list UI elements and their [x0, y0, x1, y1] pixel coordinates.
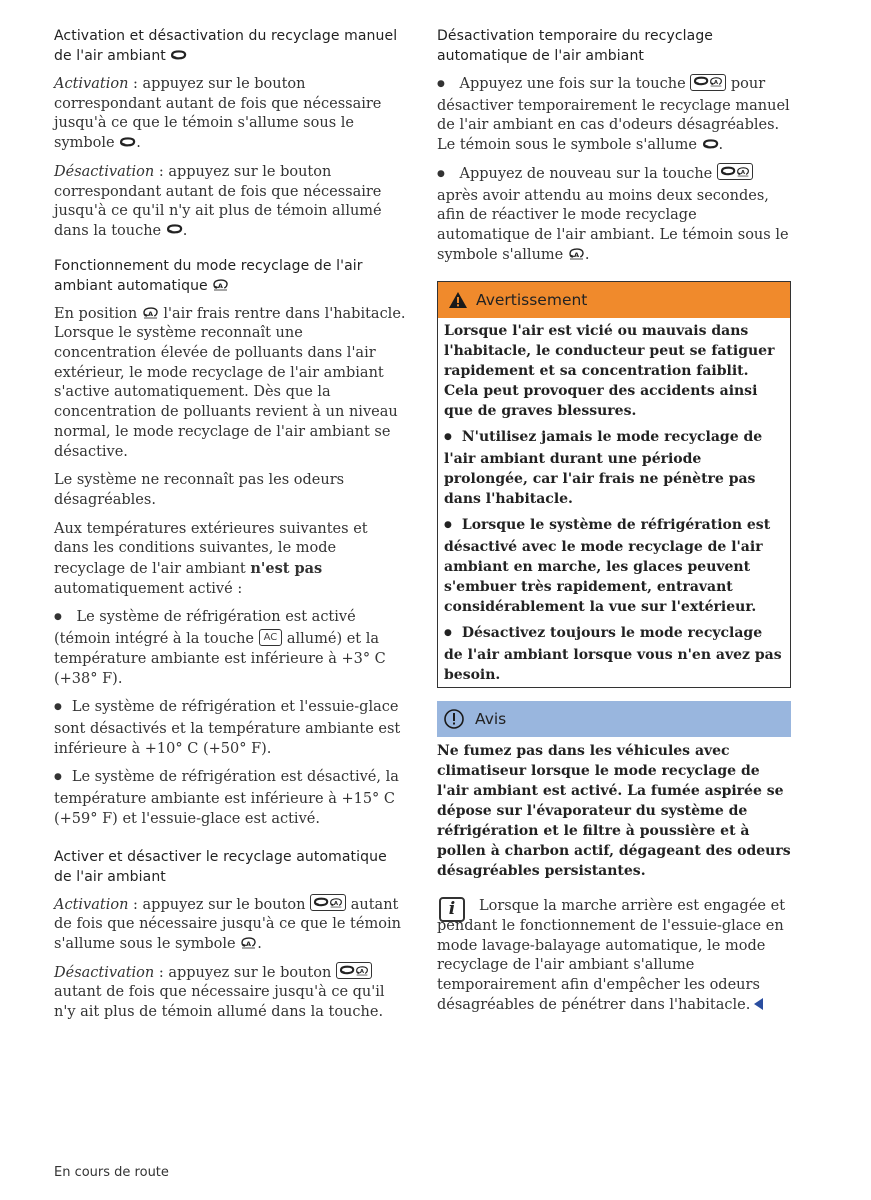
auto-recirculation-icon	[568, 247, 585, 260]
paragraph: Lorsque la marche arrière est engagée et pendant le fonctionnement de l'essuie-glace en mode lavage-balayage automatique, le mode recyclage de l'air ambiant s'allume temporairement afin d'empêcher les odeurs désagréables de pénétrer dans l'habitacle.	[437, 898, 786, 1013]
paragraph: Le système ne reconnaît pas les odeurs désagréables.	[54, 472, 345, 508]
list-item: ● Le système de réfrigération est désactivé, la température ambiante est inférieure à +15° C (+59° F) et l'essuie-glace est activé.	[54, 768, 406, 829]
list-item: ● Désactivez toujours le mode recyclage de l'air ambiant lorsque vous n'en avez pas besoin.	[444, 623, 784, 685]
auto-recirculation-icon	[240, 936, 257, 949]
notice-title: Avis	[475, 710, 507, 729]
warning-header	[438, 282, 790, 318]
paragraph: Désactivation : appuyez sur le bouton correspondant autant de fois que nécessaire jusqu'à ce qu'il n'y ait plus de témoin allumé dans la touche .	[54, 163, 382, 239]
recirculation-icon	[166, 224, 183, 235]
right-column	[437, 26, 791, 1016]
info-note	[437, 897, 791, 1015]
section-heading: Activer et désactiver le recyclage automatique de l'air ambiant	[54, 848, 387, 885]
list-item: ● Appuyez une fois sur la touche pour désactiver temporairement le recyclage manuel de l'air ambiant en cas d'odeurs désagréables. Le témoin sous le symbole s'allume .	[437, 75, 791, 156]
section-heading: Fonctionnement du mode recyclage de l'air ambiant automatique	[54, 257, 363, 294]
recirculation-button-icon	[336, 962, 372, 979]
paragraph: Activation : appuyez sur le bouton correspondant autant de fois que nécessaire jusqu'à ce que le témoin s'allume sous le symbole .	[54, 76, 382, 152]
recirculation-icon	[170, 50, 187, 61]
list-item: ● Le système de réfrigération est activé (témoin intégré à la touche AC allumé) et la température ambiante est inférieure à +3° C (+38° F).	[54, 608, 406, 689]
recirculation-button-icon	[717, 163, 753, 180]
recirculation-button-icon	[310, 894, 346, 911]
info-icon: i	[439, 897, 465, 922]
list-item: ● Le système de réfrigération et l'essuie-glace sont désactivés et la température ambiante est inférieure à +10° C (+50° F).	[54, 698, 406, 759]
notice-header	[437, 701, 791, 737]
list-item: ● N'utilisez jamais le mode recyclage de l'air ambiant durant une période prolongée, car l'air frais ne pénètre pas dans l'habitacle.	[444, 427, 784, 509]
recirculation-icon	[702, 139, 719, 150]
list-item: ● Appuyez de nouveau sur la touche après avoir attendu au moins deux secondes, afin de réactiver le mode recyclage automatique de l'air ambiant. Le témoin sous le symbole s'allume .	[437, 165, 791, 266]
left-column	[54, 26, 406, 1023]
end-marker-icon	[754, 998, 763, 1010]
notice-body	[437, 741, 791, 881]
section-heading: Désactivation temporaire du recyclage automatique de l'air ambiant	[437, 28, 714, 64]
notice-circle-icon	[443, 708, 465, 730]
warning-triangle-icon	[448, 291, 468, 309]
paragraph: En position l'air frais rentre dans l'habitacle. Lorsque le système reconnaît une concentration élevée de polluants dans l'air extérieur, le mode recyclage de l'air ambiant s'active automatiquement. Dès que la concentration de polluants revient à un niveau normal, le mode recyclage de l'air ambiant se désactive.	[54, 305, 406, 460]
paragraph: Ne fumez pas dans les véhicules avec climatiseur lorsque le mode recyclage de l'air ambiant est activé. La fumée aspirée se dépose sur l'évaporateur du système de réfrigération et le filtre à poussière et à pollen à charbon actif, dégageant des odeurs désagréables persistantes.	[437, 743, 791, 880]
paragraph: Activation : appuyez sur le bouton autant de fois que nécessaire jusqu'à ce que le témoin s'allume sous le symbole .	[54, 896, 406, 955]
warning-body	[438, 318, 790, 687]
paragraph: Désactivation : appuyez sur le bouton autant de fois que nécessaire jusqu'à ce qu'il n'y ait plus de témoin allumé dans la touche.	[54, 964, 406, 1023]
section-heading: Activation et désactivation du recyclage manuel de l'air ambiant	[54, 28, 398, 64]
page-footer: En cours de route	[54, 1165, 169, 1180]
warning-box	[437, 281, 791, 688]
recirculation-button-icon	[690, 74, 726, 91]
ac-button-icon: AC	[259, 629, 283, 646]
list-item: ● Lorsque le système de réfrigération est désactivé avec le mode recyclage de l'air ambiant en marche, les glaces peuvent s'embuer très rapidement, entravant considérablement la vue sur l'extérieur.	[444, 515, 784, 617]
warning-title: Avertissement	[476, 291, 588, 310]
recirculation-icon	[119, 137, 136, 148]
paragraph: Lorsque l'air est vicié ou mauvais dans l'habitacle, le conducteur peut se fatiguer rapidement et sa concentration faiblit. Cela peut provoquer des accidents ainsi que de graves blessures.	[444, 323, 775, 420]
auto-recirculation-icon	[142, 306, 159, 319]
paragraph: Aux températures extérieures suivantes et dans les conditions suivantes, le mode recyclage de l'air ambiant n'est pas automatiquement activé :	[54, 520, 368, 597]
auto-recirculation-icon	[212, 278, 229, 291]
